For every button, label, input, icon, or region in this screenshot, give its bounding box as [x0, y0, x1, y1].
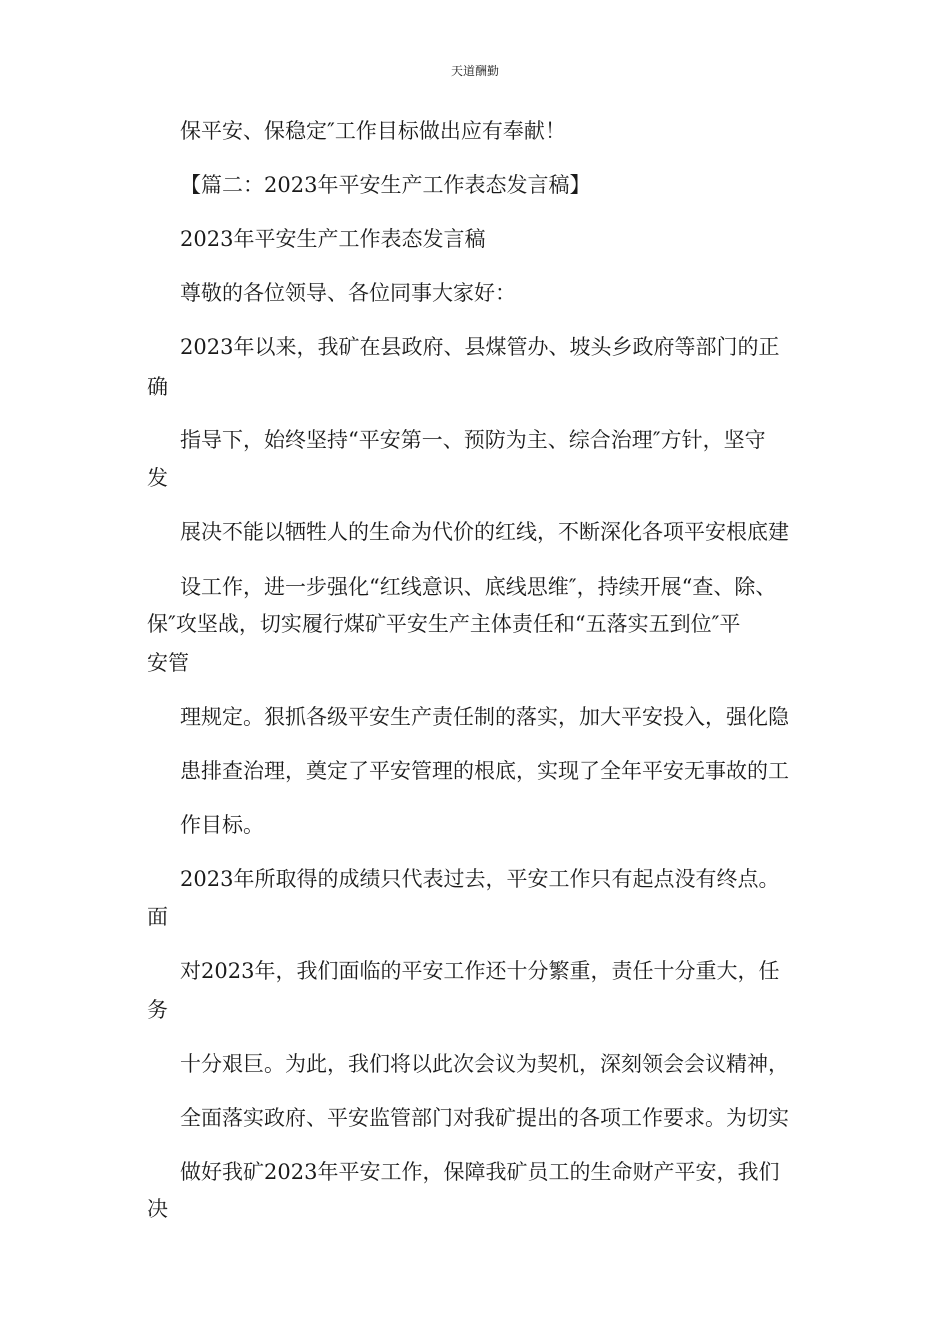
text-line: 作目标。	[180, 813, 264, 837]
text-line: 患排查治理，奠定了平安管理的根底，实现了全年平安无事故的工	[180, 759, 789, 783]
text-line: 全面落实政府、平安监管部门对我矿提出的各项工作要求。为切实	[180, 1106, 789, 1130]
text-line: 保″攻坚战，切实履行煤矿平安生产主体责任和“五落实五到位″平	[147, 612, 741, 636]
text-line: 2023年以来，我矿在县政府、县煤管办、坡头乡政府等部门的正	[180, 335, 780, 359]
section-heading: 【篇二：2023年平安生产工作表态发言稿】	[180, 173, 591, 197]
page-header: 天道酬勤	[450, 64, 499, 78]
text-line: 理规定。狠抓各级平安生产责任制的落实，加大平安投入，强化隐	[180, 705, 789, 729]
text-line: 务	[147, 998, 168, 1022]
text-line: 面	[147, 905, 168, 929]
text-line: 发	[147, 466, 168, 490]
text-line: 保平安、保稳定″工作目标做出应有奉献！	[180, 119, 566, 143]
text-line: 2023年所取得的成绩只代表过去，平安工作只有起点没有终点。	[180, 867, 780, 891]
document-title: 2023年平安生产工作表态发言稿	[180, 227, 486, 251]
text-line: 十分艰巨。为此，我们将以此次会议为契机，深刻领会会议精神，	[180, 1052, 789, 1076]
text-line: 设工作，进一步强化“红线意识、底线思维″，持续开展“查、除、	[180, 575, 777, 599]
text-line: 做好我矿2023年平安工作，保障我矿员工的生命财产平安，我们	[180, 1160, 780, 1184]
text-line: 决	[147, 1197, 168, 1221]
salutation: 尊敬的各位领导、各位同事大家好：	[180, 281, 516, 305]
text-line: 安管	[147, 651, 189, 675]
text-line: 确	[147, 375, 168, 399]
text-line: 指导下，始终坚持“平安第一、预防为主、综合治理″方针，坚守	[180, 428, 766, 452]
text-line: 对2023年，我们面临的平安工作还十分繁重，责任十分重大，任	[180, 959, 780, 983]
text-line: 展决不能以牺牲人的生命为代价的红线，不断深化各项平安根底建	[180, 520, 789, 544]
